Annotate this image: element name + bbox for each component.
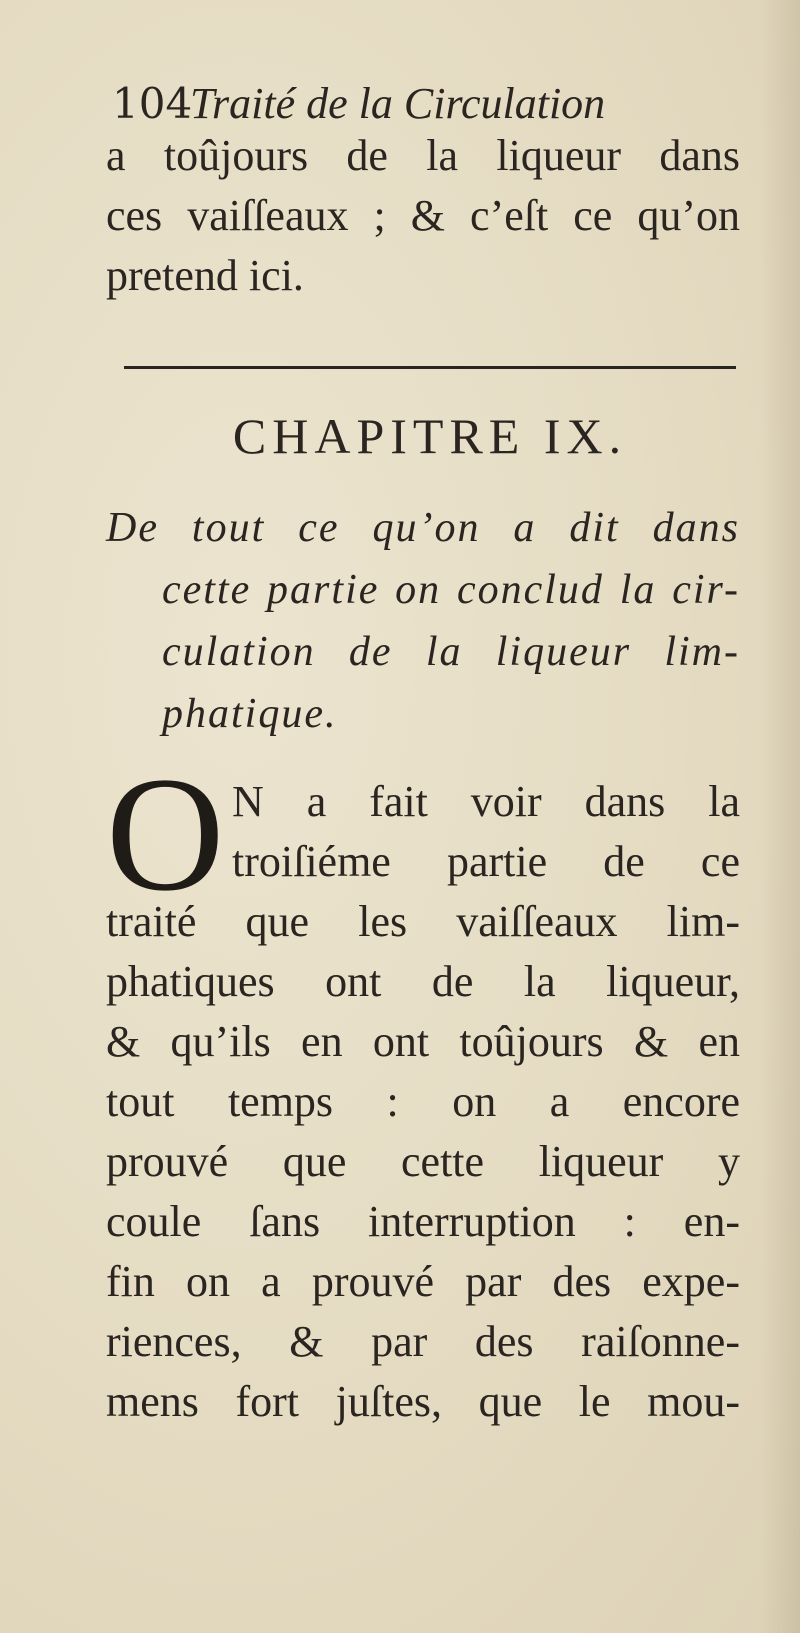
text-line: pretend ici. <box>106 251 304 300</box>
chapter-summary-line: De tout ce qu’on a dit dans <box>106 505 740 551</box>
running-header <box>112 76 732 132</box>
chapter-summary-line: culation de la liqueur lim- <box>162 629 740 675</box>
body-line: N a fait voir dans la <box>232 777 740 826</box>
body-line: & qu’ils en ont toûjours & en <box>106 1017 740 1066</box>
body-line: riences, & par des raiſonne- <box>106 1317 740 1366</box>
section-divider <box>124 366 736 369</box>
body-line: prouvé que cette liqueur y <box>106 1137 740 1186</box>
body-line: tout temps : on a encore <box>106 1077 740 1126</box>
chapter-summary-line: cette partie on conclud la cir- <box>162 567 740 613</box>
page-number: 104 <box>112 79 193 128</box>
chapter-heading: CHAPITRE IX. <box>232 408 628 464</box>
body-line: coule ſans interruption : en- <box>106 1197 740 1246</box>
body-line: fin on a prouvé par des expe- <box>106 1257 740 1306</box>
body-line: traité que les vaiſſeaux lim- <box>106 897 740 946</box>
running-title: Traité de la Circulation <box>190 79 606 128</box>
chapter-summary-line: phatique. <box>162 691 338 737</box>
body-line: troiſiéme partie de ce <box>232 837 740 886</box>
text-line: ces vaiſſeaux ; & c’eſt ce qu’on <box>106 191 740 240</box>
body-line: mens fort juſtes, que le mou- <box>106 1377 740 1426</box>
body-line: phatiques ont de la liqueur, <box>106 957 740 1006</box>
text-line: a toûjours de la liqueur dans <box>106 131 740 180</box>
drop-cap: O <box>106 744 225 925</box>
